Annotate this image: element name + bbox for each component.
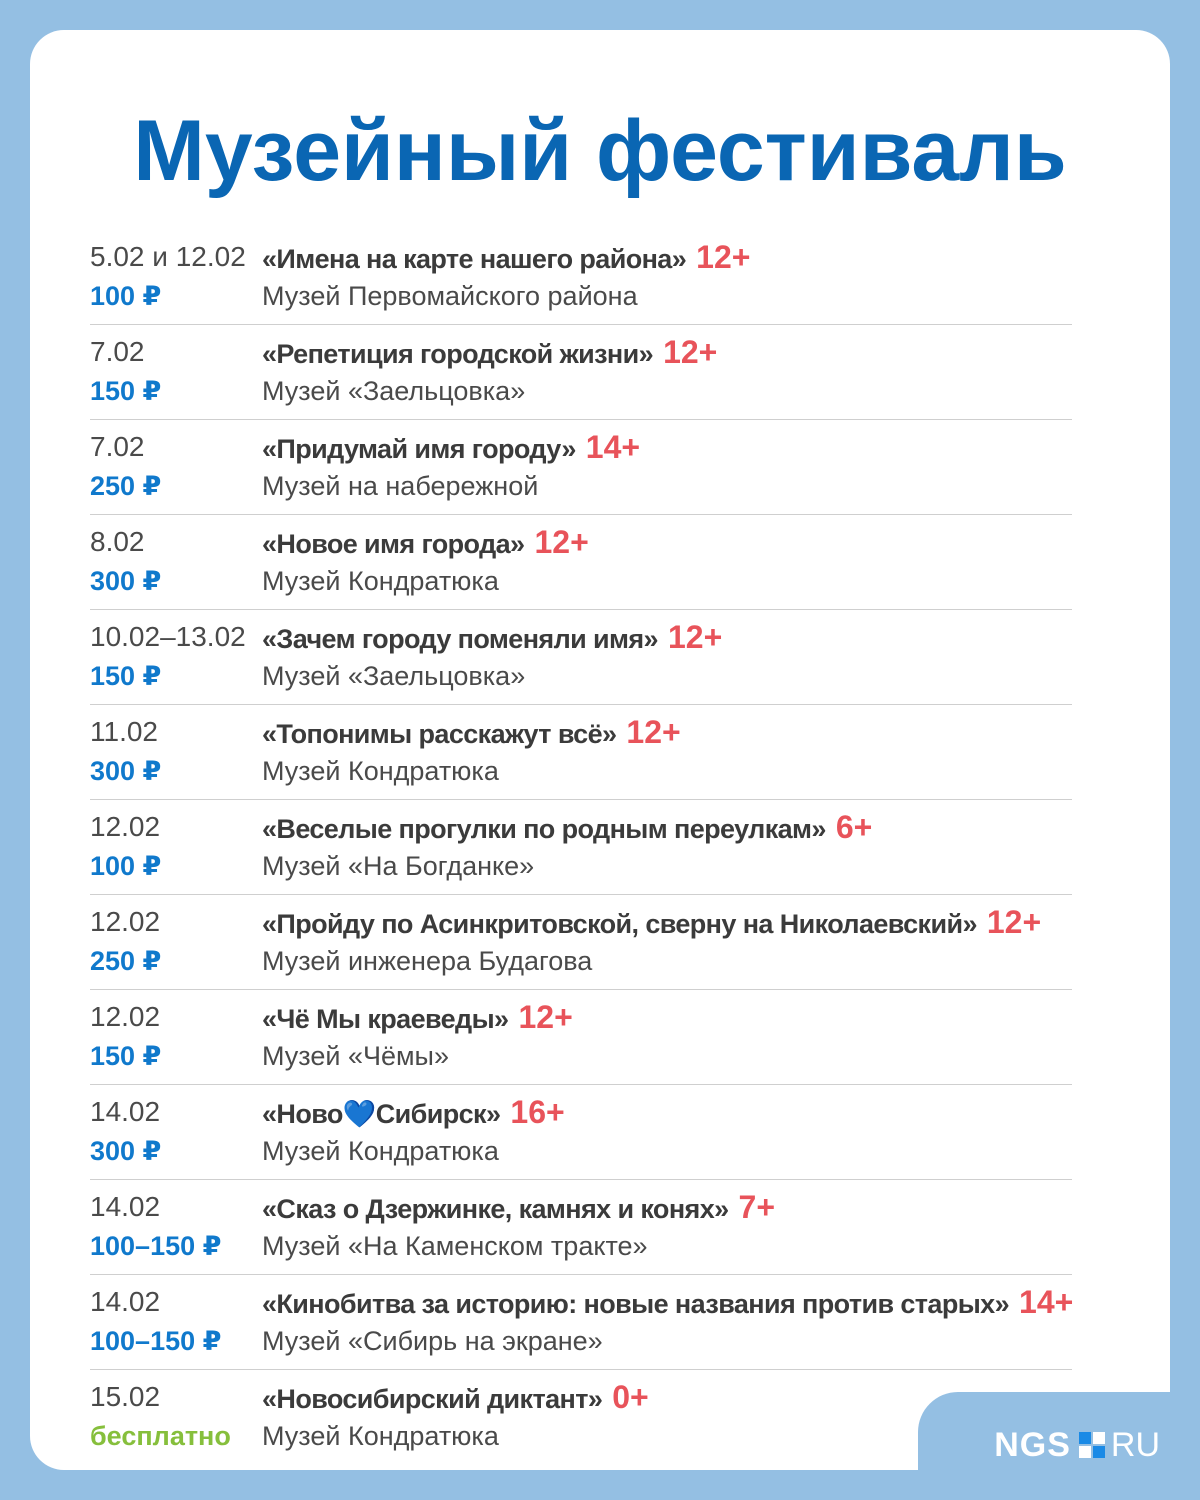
event-venue: Музей Первомайского района [262,281,638,311]
event-venue: Музей «Заельцовка» [262,661,526,691]
event-date: 15.02 [90,1381,161,1412]
event-name: «Пройду по Асинкритовской, сверну на Николаевский» [262,909,977,939]
event-venue: Музей «Сибирь на экране» [262,1326,603,1356]
event-title [262,904,1041,941]
event-price: 300 ₽ [90,1136,162,1166]
event-row [90,324,1072,419]
age-rating: 12+ [986,904,1042,940]
event-venue: Музей инженера Будагова [262,946,593,976]
event-price: 300 ₽ [90,756,162,786]
event-name-part: «Ново [262,1099,343,1129]
event-title [262,1189,775,1226]
age-rating: 12+ [534,524,589,560]
event-date: 7.02 [90,431,145,462]
event-title [262,714,681,751]
event-name-part: Сибирск» [375,1099,501,1129]
event-price: 150 ₽ [90,376,162,406]
event-venue: Музей Кондратюка [262,1421,499,1451]
event-venue: Музей «Заельцовка» [262,376,526,406]
event-list [90,230,1072,1464]
event-venue: Музей Кондратюка [262,1136,499,1166]
event-title [262,429,640,466]
ngs-logo [994,1428,1160,1462]
event-price: 100–150 ₽ [90,1231,222,1261]
event-title [262,999,573,1036]
event-title [262,809,872,846]
age-rating: 12+ [696,239,751,275]
event-date: 5.02 и 12.02 [90,241,246,272]
event-name: «Чё Мы краеведы» [262,1004,509,1034]
poster-card [30,30,1170,1470]
event-name: «Зачем городу поменяли имя» [262,624,658,654]
logo-ru-text: RU [1110,1426,1160,1464]
event-price: 150 ₽ [90,1041,162,1071]
event-price: 100 ₽ [90,281,162,311]
age-rating: 12+ [663,334,718,370]
event-row [90,609,1072,704]
event-date: 14.02 [90,1286,161,1317]
event-name: «Веселые прогулки по родным переулкам» [262,814,826,844]
event-name: «Придумай имя городу» [262,434,576,464]
event-price: 250 ₽ [90,946,162,976]
age-rating: 12+ [667,619,723,655]
event-venue: Музей «Чёмы» [262,1041,449,1071]
age-rating: 12+ [626,714,681,750]
event-venue: Музей Кондратюка [262,756,499,786]
event-date: 14.02 [90,1191,161,1222]
event-row [90,419,1072,514]
event-date: 12.02 [90,906,161,937]
event-title [262,334,717,371]
age-rating: 14+ [1019,1284,1074,1320]
event-row [90,989,1072,1084]
age-rating: 6+ [835,809,873,845]
event-venue: Музей на набережной [262,471,539,501]
event-title [262,1284,1073,1321]
event-date: 11.02 [90,716,158,747]
age-rating: 7+ [738,1189,776,1225]
event-name [262,1099,500,1129]
age-rating: 16+ [510,1094,565,1130]
event-title [262,524,589,561]
event-date: 14.02 [90,1096,161,1127]
event-title [262,1094,565,1131]
event-title [262,619,722,656]
age-rating: 12+ [518,999,573,1035]
event-name: «Новосибирский диктант» [262,1384,603,1414]
event-row [90,894,1072,989]
event-title [262,239,750,276]
event-row [90,1179,1072,1274]
event-name: «Новое имя города» [262,529,525,559]
event-price: 100–150 ₽ [90,1326,222,1356]
event-price: 300 ₽ [90,566,162,596]
event-row [90,1274,1072,1369]
event-venue: Музей Кондратюка [262,566,499,596]
event-date: 12.02 [90,811,161,842]
event-name: «Репетиция городской жизни» [262,339,654,369]
heart-icon: 💙 [342,1099,376,1129]
event-venue: Музей «На Каменском тракте» [262,1231,648,1261]
event-row [90,704,1072,799]
page-title: Музейный фестиваль [133,103,1067,199]
event-row [90,514,1072,609]
logo-squares-icon [1079,1432,1105,1458]
event-price: бесплатно [90,1421,231,1451]
event-date: 10.02–13.02 [90,621,246,652]
event-date: 12.02 [90,1001,161,1032]
event-name: «Топонимы расскажут всё» [262,719,617,749]
event-row [90,799,1072,894]
age-rating: 0+ [612,1379,649,1415]
event-venue: Музей «На Богданке» [262,851,535,881]
event-price: 150 ₽ [90,661,162,691]
event-date: 7.02 [90,336,145,367]
event-row [90,1084,1072,1179]
event-name: «Имена на карте нашего района» [262,244,687,274]
age-rating: 14+ [585,429,641,465]
event-name: «Кинобитва за историю: новые названия против старых» [262,1289,1010,1319]
event-row [90,230,1072,324]
event-price: 100 ₽ [90,851,162,881]
event-date: 8.02 [90,526,145,557]
event-price: 250 ₽ [90,471,162,501]
event-name: «Сказ о Дзержинке, камнях и конях» [262,1194,729,1224]
event-title [262,1379,649,1416]
logo-ngs-text: NGS [994,1426,1071,1464]
